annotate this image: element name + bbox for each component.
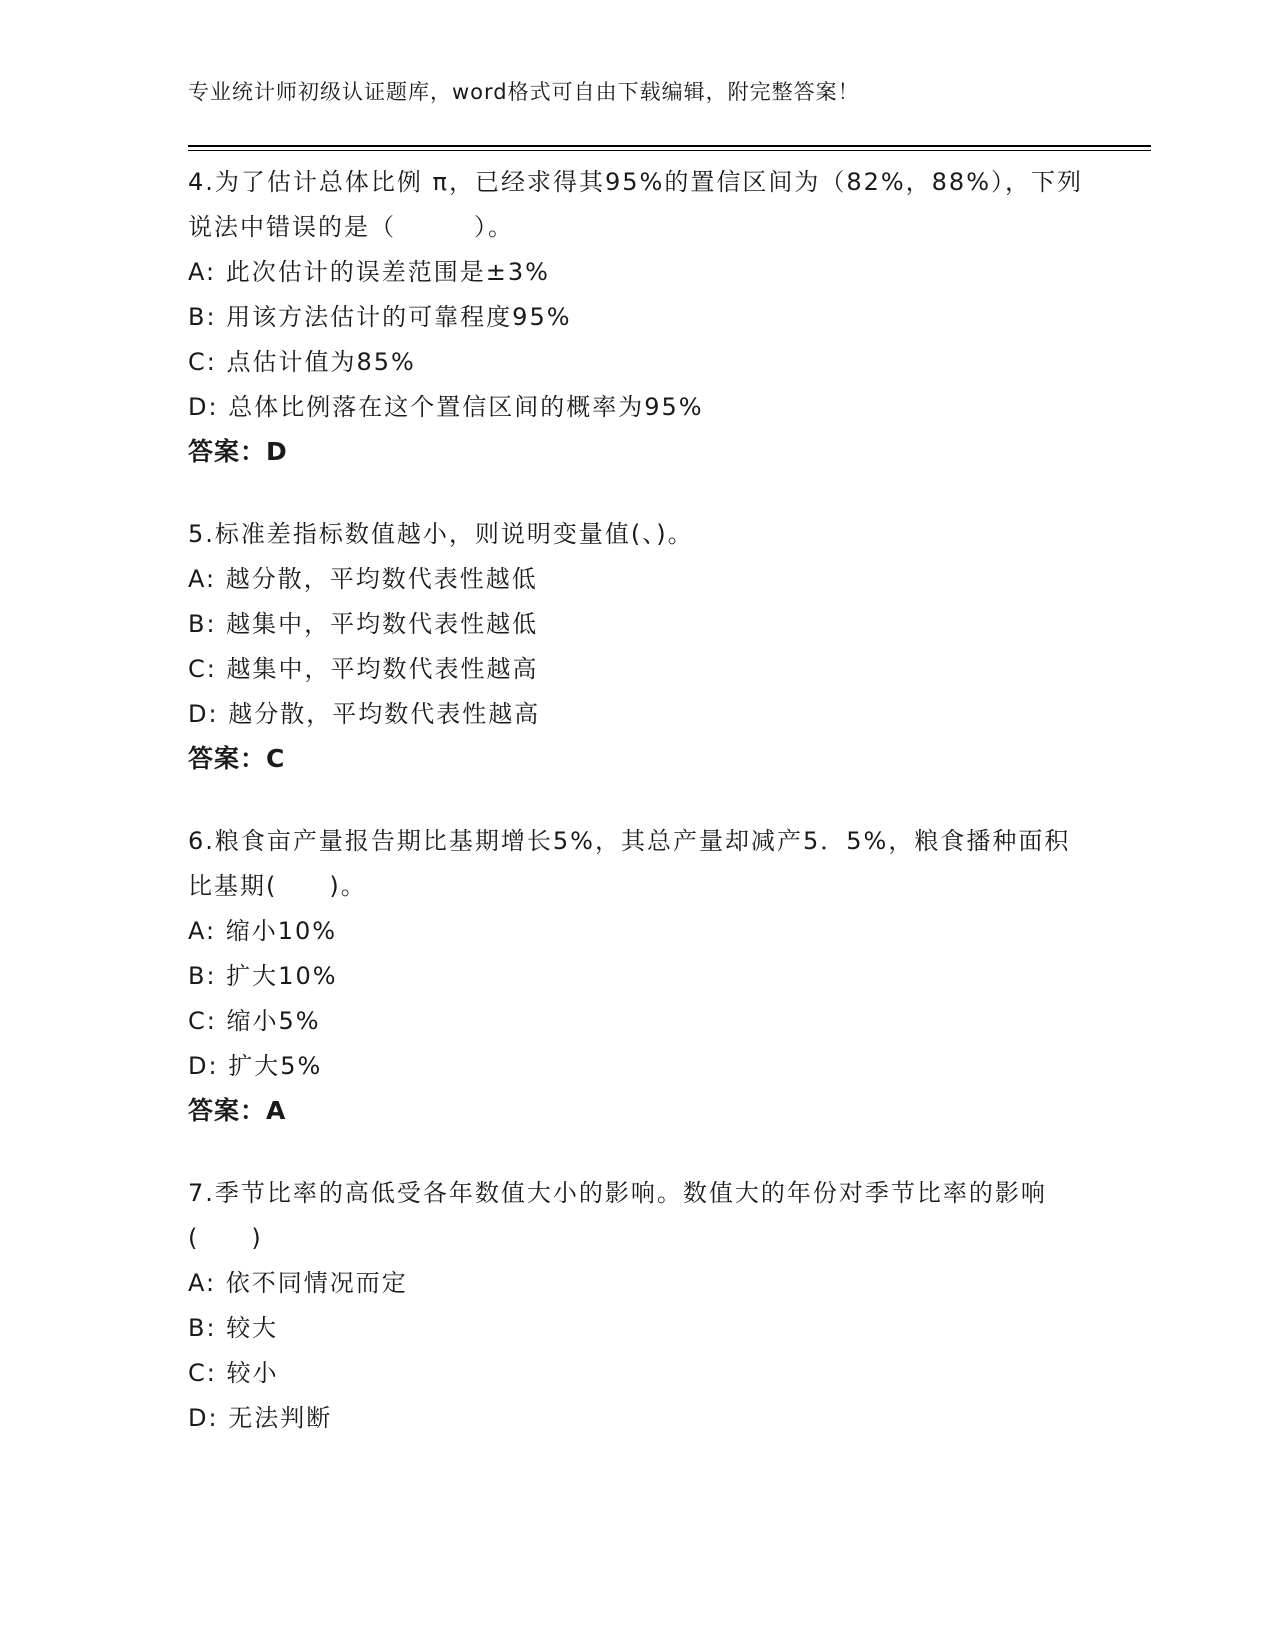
option-d: D: 无法判断 (188, 1404, 333, 1432)
answer-label: 答案：D (188, 437, 288, 466)
question-stem: 6.粮食亩产量报告期比基期增长5%，其总产量却减产5．5%，粮食播种面积比基期( )。 (188, 827, 1071, 900)
option-c: C: 缩小5% (188, 1007, 321, 1035)
question-6 (188, 819, 1088, 1133)
option-a: A: 此次估计的误差范围是±3% (188, 258, 550, 286)
option-d: D: 越分散，平均数代表性越高 (188, 700, 541, 728)
option-a: A: 缩小10% (188, 917, 338, 945)
option-b: B: 扩大10% (188, 962, 338, 990)
option-c: C: 点估计值为85% (188, 348, 416, 376)
option-b: B: 用该方法估计的可靠程度95% (188, 303, 572, 331)
option-d: D: 扩大5% (188, 1052, 323, 1080)
question-stem: 5.标准差指标数值越小，则说明变量值(、)。 (188, 520, 694, 548)
question-stem: 7.季节比率的高低受各年数值大小的影响。数值大的年份对季节比率的影响( ) (188, 1179, 1047, 1252)
option-c: C: 越集中，平均数代表性越高 (188, 655, 539, 683)
question-5 (188, 512, 1088, 781)
header-divider (188, 145, 1151, 151)
answer-label: 答案：A (188, 1096, 287, 1125)
option-b: B: 较大 (188, 1314, 279, 1342)
question-list (188, 160, 1088, 1479)
option-b: B: 越集中，平均数代表性越低 (188, 610, 539, 638)
option-d: D: 总体比例落在这个置信区间的概率为95% (188, 393, 704, 421)
document-header: 专业统计师初级认证题库，word格式可自由下载编辑，附完整答案！ (188, 80, 860, 104)
answer-label: 答案：C (188, 744, 286, 773)
question-7 (188, 1171, 1088, 1441)
option-a: A: 越分散，平均数代表性越低 (188, 565, 538, 593)
option-a: A: 依不同情况而定 (188, 1269, 408, 1297)
option-c: C: 较小 (188, 1359, 279, 1387)
question-stem: 4.为了估计总体比例 π，已经求得其95%的置信区间为（82%，88%），下列说法中错误的是（ ）。 (188, 168, 1084, 241)
question-4 (188, 160, 1088, 474)
